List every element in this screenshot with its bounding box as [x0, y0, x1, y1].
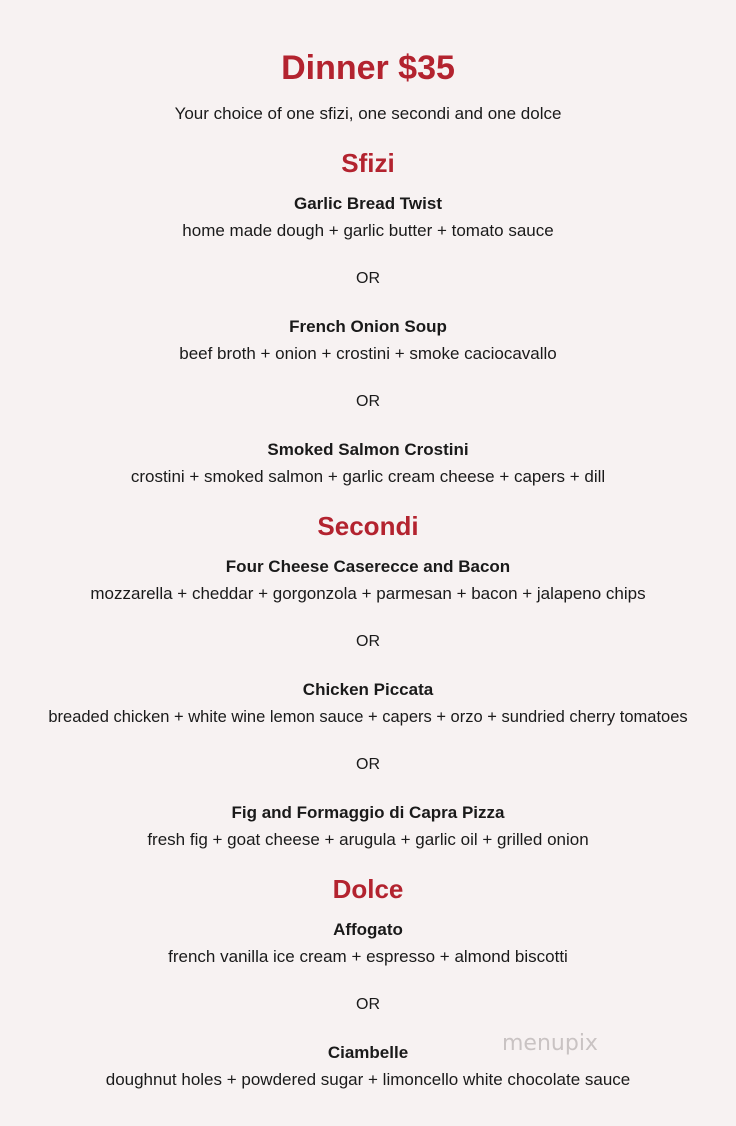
- dish-name: Smoked Salmon Crostini: [267, 440, 469, 459]
- dish-name: Four Cheese Caserecce and Bacon: [225, 557, 511, 576]
- section-title-dolce: Dolce: [332, 874, 404, 904]
- dish-description: breaded chicken + white wine lemon sauce + capers + orzo + sundried cherry tomatoes: [48, 708, 688, 726]
- dish-description: home made dough + garlic butter + tomato sauce: [182, 221, 554, 240]
- dish-name: Affogato: [333, 920, 403, 939]
- dish-name: Ciambelle: [327, 1043, 409, 1062]
- menu-subtitle: Your choice of one sfizi, one secondi and one dolce: [174, 104, 562, 123]
- or-separator: OR: [356, 270, 380, 287]
- menu-title: Dinner $35: [281, 49, 455, 87]
- or-separator: OR: [356, 756, 380, 773]
- section-title-sfizi: Sfizi: [341, 148, 395, 178]
- dish-description: mozzarella + cheddar + gorgonzola + parmesan + bacon + jalapeno chips: [90, 584, 646, 603]
- dish-description: beef broth + onion + crostini + smoke caciocavallo: [179, 344, 557, 363]
- dish-name: Fig and Formaggio di Capra Pizza: [231, 803, 505, 822]
- dish-description: fresh fig + goat cheese + arugula + garlic oil + grilled onion: [147, 830, 589, 849]
- dish-description: doughnut holes + powdered sugar + limoncello white chocolate sauce: [105, 1070, 631, 1089]
- dish-description: crostini + smoked salmon + garlic cream cheese + capers + dill: [130, 467, 606, 486]
- section-title-secondi: Secondi: [317, 511, 419, 541]
- dish-name: Chicken Piccata: [302, 680, 434, 699]
- or-separator: OR: [356, 996, 380, 1013]
- dish-name: Garlic Bread Twist: [293, 194, 442, 213]
- or-separator: OR: [356, 393, 380, 410]
- menupix-watermark: menupix: [502, 1031, 598, 1056]
- or-separator: OR: [356, 633, 380, 650]
- dish-description: french vanilla ice cream + espresso + almond biscotti: [168, 947, 568, 966]
- dish-name: French Onion Soup: [289, 317, 447, 336]
